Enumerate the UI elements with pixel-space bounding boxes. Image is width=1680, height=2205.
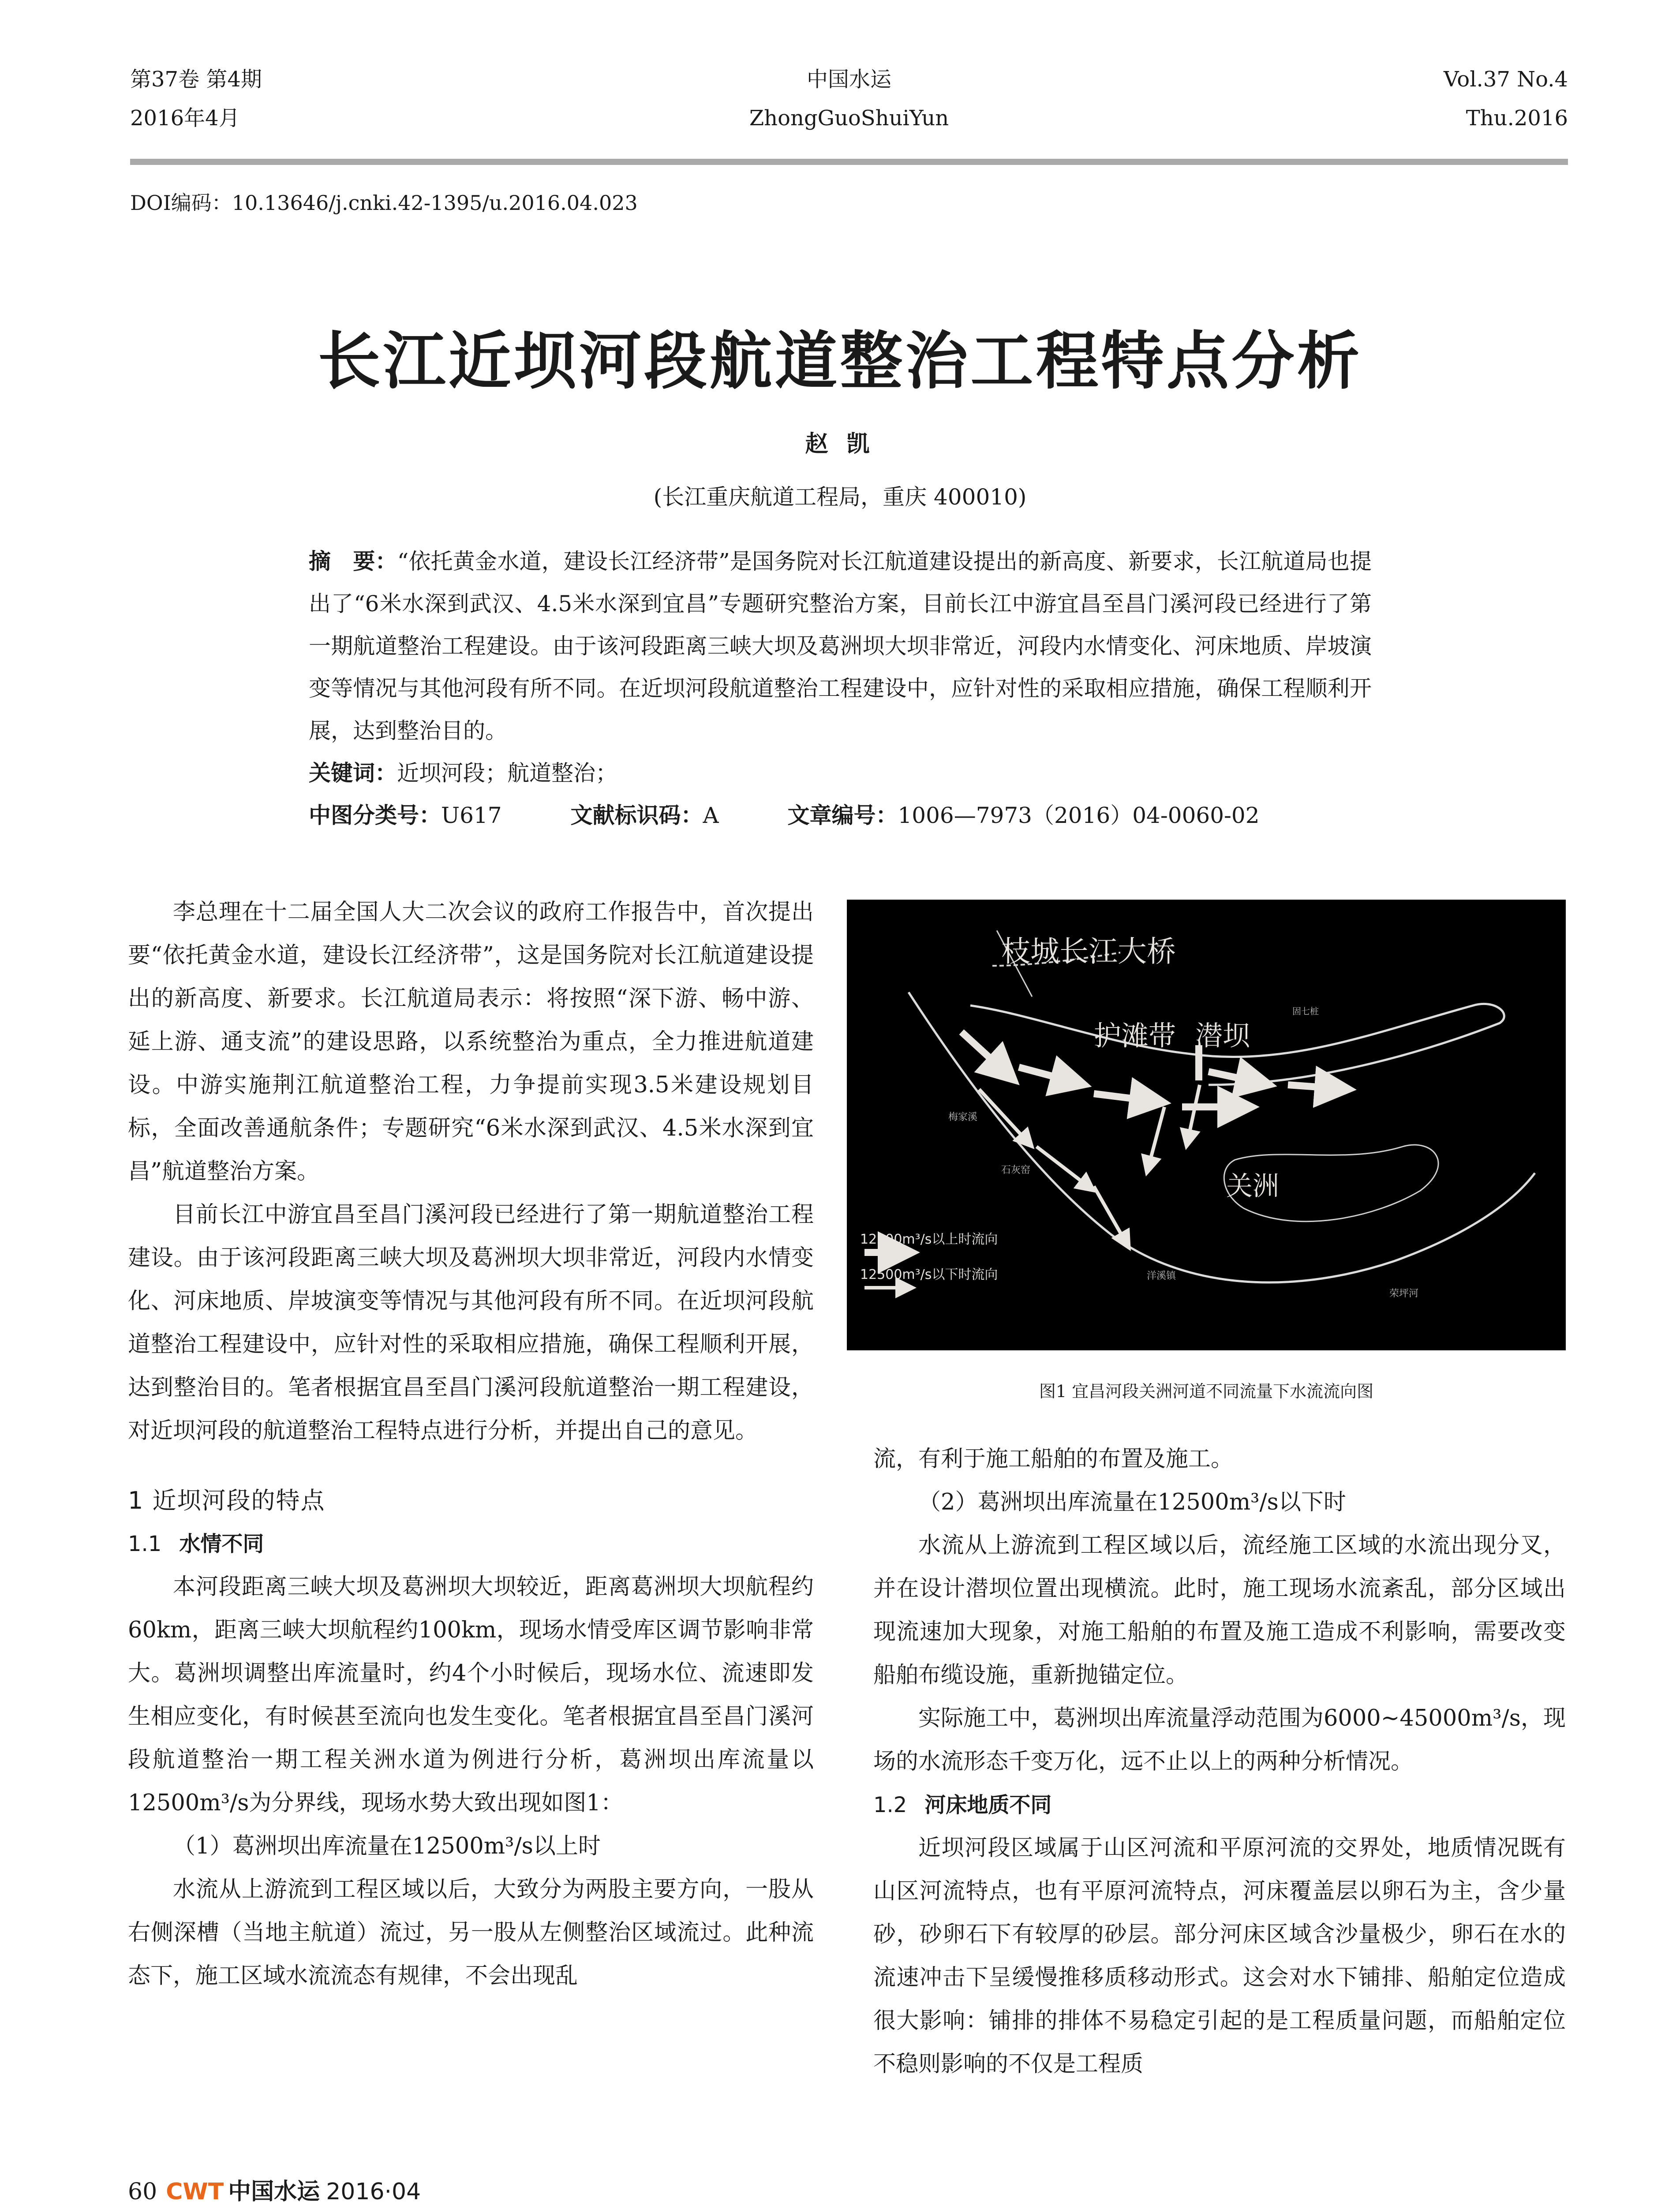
subsection-title: 水情不同 bbox=[179, 1532, 264, 1556]
volume-issue-en: Vol.37 No.4 bbox=[1444, 67, 1568, 92]
label-place: 梅家溪 bbox=[948, 1112, 978, 1123]
keywords-label: 关键词： bbox=[309, 760, 397, 786]
body-paragraph: 李总理在十二届全国人大二次会议的政府工作报告中，首次提出要“依托黄金水道，建设长江经济带”，这是国务院对长江航道建设提出的新高度、新要求。长江航道局表示：将按照“深下游、畅中游、延上游、通支流”的建设思路，以系统整治为重点，全力推进航道建设。中游实施荆江航道整治工程，力争提前实现3.5米建设规划目标，全面改善通航条件；专题研究“6米水深到武汉、4.5米水深到宜昌”航道整治方案。 bbox=[128, 899, 814, 1185]
label-bridge: 枝城长江大桥 bbox=[1001, 934, 1176, 968]
journal-name-cn: 中国水运 bbox=[806, 67, 891, 92]
label-submerged-dam: 潜坝 bbox=[1195, 1020, 1250, 1052]
subsection-title: 河床地质不同 bbox=[924, 1793, 1052, 1817]
list-item: （1）葛洲坝出库流量在12500m³/s以上时 bbox=[173, 1833, 601, 1859]
footer-date: 2016·04 bbox=[326, 2179, 421, 2205]
doi-line: DOI编码：10.13646/j.cnki.42-1395/u.2016.04.023 bbox=[130, 191, 638, 215]
abstract-text: “依托黄金水道，建设长江经济带”是国务院对长江航道建设提出的新高度、新要求，长江航道局也提出了“6米水深到武汉、4.5米水深到宜昌”专题研究整治方案，目前长江中游宜昌至昌门溪河段已经进行了第一期航道整治工程建设。由于该河段距离三峡大坝及葛洲坝大坝非常近，河段内水情变化、河床地质、岸坡演变等情况与其他河段有所不同。在近坝河段航道整治工程建设中，应针对性的采取相应措施，确保工程顺利开展，达到整治目的。 bbox=[309, 549, 1372, 744]
doccode-value: A bbox=[703, 803, 719, 828]
subsection-heading-1-1 bbox=[128, 1522, 814, 1566]
doccode-label: 文献标识码： bbox=[570, 803, 703, 828]
volume-issue-cn: 第37卷 第4期 bbox=[130, 67, 262, 92]
legend-label-below: 12500m³/s以下时流向 bbox=[860, 1267, 998, 1282]
body-paragraph-continued: 流，有利于施工船舶的布置及施工。 bbox=[873, 1446, 1234, 1472]
label-place: 荣坪河 bbox=[1389, 1288, 1419, 1299]
page-footer bbox=[128, 2176, 421, 2205]
label-island: 关洲 bbox=[1226, 1171, 1279, 1202]
subsection-number: 1.1 bbox=[128, 1532, 162, 1556]
paper-title: 长江近坝河段航道整治工程特点分析 bbox=[318, 325, 1362, 398]
flow-diagram-svg bbox=[847, 900, 1566, 1350]
abstract-paragraph bbox=[309, 540, 1372, 752]
article-number-label: 文章编号： bbox=[787, 803, 898, 828]
left-column bbox=[128, 891, 814, 1998]
clc-label: 中图分类号： bbox=[309, 803, 441, 828]
running-header bbox=[130, 66, 1568, 141]
label-protection-belt: 护滩带 bbox=[1094, 1020, 1176, 1052]
label-place: 石灰窑 bbox=[1001, 1165, 1031, 1176]
body-paragraph: 近坝河段区域属于山区河流和平原河流的交界处，地质情况既有山区河流特点，也有平原河流特点，河床覆盖层以卵石为主，含少量砂，砂卵石下有较厚的砂层。部分河床区域含沙量极少，卵石在水的流速冲击下呈缓慢推移质移动形式。这会对水下铺排、船舶定位造成很大影响：铺排的排体不易稳定引起的是工程质量问题，而船舶定位不稳则影响的不仅是工程质 bbox=[873, 1835, 1566, 2077]
abstract-block bbox=[309, 540, 1372, 837]
header-rule bbox=[130, 159, 1568, 165]
keywords-line bbox=[309, 752, 1372, 794]
body-paragraph: 水流从上游流到工程区域以后，大致分为两股主要方向，一股从右侧深槽（当地主航道）流过，另一股从左侧整治区域流过。此种流态下，施工区域水流流态有规律，不会出现乱 bbox=[128, 1876, 814, 1989]
label-place: 固七桩 bbox=[1292, 1006, 1319, 1017]
date-en: Thu.2016 bbox=[1466, 106, 1568, 131]
figure-1-flow-diagram bbox=[847, 900, 1566, 1350]
cwt-logo-text: CWT bbox=[166, 2179, 224, 2205]
body-paragraph: 水流从上游流到工程区域以后，流经施工区域的水流出现分叉，并在设计潜坝位置出现横流。此时，施工现场水流紊乱，部分区域出现流速加大现象，对施工船舶的布置及施工造成不利影响，需要改变船舶布缆设施，重新抛锚定位。 bbox=[873, 1532, 1566, 1688]
footer-journal-name: 中国水运 bbox=[228, 2179, 320, 2205]
article-number-value: 1006—7973（2016）04-0060-02 bbox=[898, 803, 1260, 828]
keywords-text: 近坝河段；航道整治； bbox=[397, 760, 617, 786]
affiliation: (长江重庆航道工程局，重庆 400010) bbox=[653, 484, 1027, 510]
body-paragraph: 本河段距离三峡大坝及葛洲坝大坝较近，距离葛洲坝大坝航程约60km，距离三峡大坝航程约100km，现场水情受库区调节影响非常大。葛洲坝调整出库流量时，约4个小时候后，现场水位、流速即发生相应变化，有时候甚至流向也发生变化。笔者根据宜昌至昌门溪河段航道整治一期工程关洲水道为例进行分析，葛洲坝出库流量以12500m³/s为分界线，现场水势大致出现如图1： bbox=[128, 1574, 814, 1816]
list-item: （2）葛洲坝出库流量在12500m³/s以下时 bbox=[918, 1489, 1346, 1515]
subsection-heading-1-2 bbox=[873, 1783, 1566, 1827]
right-column bbox=[873, 1438, 1566, 2086]
section-heading-1: 1 近坝河段的特点 bbox=[128, 1487, 326, 1514]
page-number: 60 bbox=[128, 2179, 157, 2205]
date-cn: 2016年4月 bbox=[130, 106, 240, 131]
figure-caption: 图1 宜昌河段关洲河道不同流量下水流流向图 bbox=[1039, 1382, 1374, 1401]
clc-value: U617 bbox=[441, 803, 502, 828]
author-name: 赵 凯 bbox=[805, 431, 875, 457]
body-paragraph: 目前长江中游宜昌至昌门溪河段已经进行了第一期航道整治工程建设。由于该河段距离三峡大坝及葛洲坝大坝非常近，河段内水情变化、河床地质、岸坡演变等情况与其他河段有所不同。在近坝河段航道整治工程建设中，应针对性的采取相应措施，确保工程顺利开展，达到整治目的。笔者根据宜昌至昌门溪河段航道整治一期工程建设，对近坝河段的航道整治工程特点进行分析，并提出自己的意见。 bbox=[128, 1202, 814, 1444]
abstract-label: 摘 要： bbox=[309, 549, 397, 574]
legend-label-above: 12500m³/s以上时流向 bbox=[860, 1232, 998, 1247]
subsection-number: 1.2 bbox=[873, 1793, 907, 1817]
body-paragraph: 实际施工中，葛洲坝出库流量浮动范围为6000~45000m³/s，现场的水流形态千变万化，远不止以上的两种分析情况。 bbox=[873, 1705, 1566, 1775]
journal-name-en: ZhongGuoShuiYun bbox=[749, 106, 949, 131]
label-place: 洋溪镇 bbox=[1147, 1271, 1176, 1282]
classification-line bbox=[309, 794, 1372, 837]
